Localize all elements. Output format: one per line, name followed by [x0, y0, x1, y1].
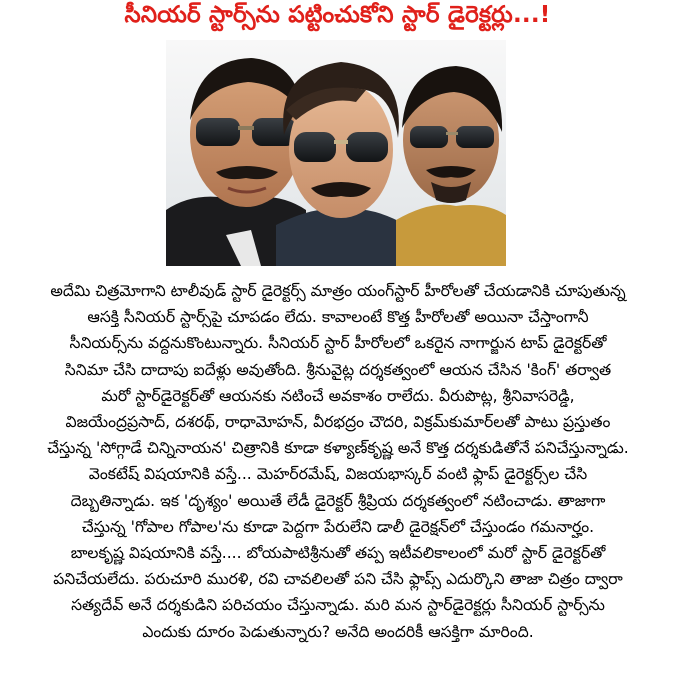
article-line: సీనియర్స్‌ను వద్దనుకొంటున్నారు. సీనియర్ స్టార్ హీరోలలో ఒకరైన నాగార్జున టాప్ డైరెక్టర్‌తో [69, 334, 607, 353]
article-line: పనిచేయలేదు. పరుచూరి మురళి, రవి చావలిలతో పని చేసి ఫ్లాప్స్ ఎదుర్కొని తాజా చిత్రం ద్వారా [53, 570, 623, 589]
article-line: సినిమా చేసి దాదాపు ఐదేళ్లు అవుతోంది. శ్రీనువైట్ల దర్శకత్వంలో ఆయన చేసిన 'కింగ్' తర్వాత [64, 360, 612, 379]
article-line: దెబ్బతిన్నాడు. ఇక 'దృశ్యం' అయితే లేడీ డైరెక్టర్ శ్రీప్రియ దర్శకత్వంలో నటించాడు. తాజాగా [70, 491, 606, 510]
article-line: అదేమి చిత్రమోగాని టాలీవుడ్ స్టార్ డైరెక్టర్స్ మాత్రం యంగ్‌స్టార్ హీరోలతో చేయడానికి చూపుతున్న [50, 282, 626, 300]
article-line: బాలకృష్ణ విషయానికి వస్తే.... బోయపాటిశ్రీనుతో తప్ప ఇటీవలికాలంలో మరో స్టార్ డైరెక్టర్‌తో [70, 544, 606, 563]
person-middle [276, 62, 406, 266]
article-line: ఎందుకు దూరం పెడుతున్నారు? అనేది అందరికీ ఆసక్తిగా మారింది. [142, 622, 534, 641]
article-line: చేస్తున్న 'సోగ్గాడే చిన్నినాయన' చిత్రానికి కూడా కళ్యాణ్‌కృష్ణ అనే కొత్త దర్శకుడితోనే పనిచేస్తున్నాడు. [47, 439, 629, 458]
article-line: చేస్తున్న 'గోపాల గోపాల'ను కూడా పెద్దగా పేరులేని డాలీ డైరెక్షన్‌లో చేస్తుండం గమనార్హం. [81, 517, 595, 536]
headline: సీనియర్ స్టార్స్‌ను పట్టించుకోని స్టార్ డైరెక్టర్లు...! [124, 2, 551, 28]
stars-photo [166, 40, 506, 266]
article-line: విజయేంద్రప్రసాద్, దశరథ్, రాధామోహన్, వీరభద్రం చౌదరి, విక్రమ్‌కుమార్‌లతో పాటు ప్రస్తుతం [65, 413, 611, 432]
person-right [396, 66, 506, 266]
headline-container [0, 0, 675, 36]
article-line: సత్యదేవ్ అనే దర్శకుడిని పరిచయం చేస్తున్నాడు. మరి మన స్టార్‌డైరెక్టర్లు సీనియర్ స్టార్స్‌ను [71, 596, 605, 615]
article-line: వెంకటేష్ విషయానికి వస్తే... మెహర్‌రమేష్, విజయభాస్కర్ వంటి ఫ్లాప్ డైరెక్టర్స్‌ల చేసి [88, 465, 588, 484]
article-line: ఆసక్తి సీనియర్ స్టార్స్‌పై చూపడం లేదు. కావాలంటే కొత్త హీరోలతో అయినా చేస్తాంగానీ [87, 308, 589, 327]
article-line: మరో స్టార్‌డైరెక్టర్‌తో ఆయనకు నటించే అవకాశం రాలేదు. వీరుపొట్ల, శ్రీనివాసరెడ్డి, [101, 386, 575, 405]
article-body [13, 278, 663, 645]
